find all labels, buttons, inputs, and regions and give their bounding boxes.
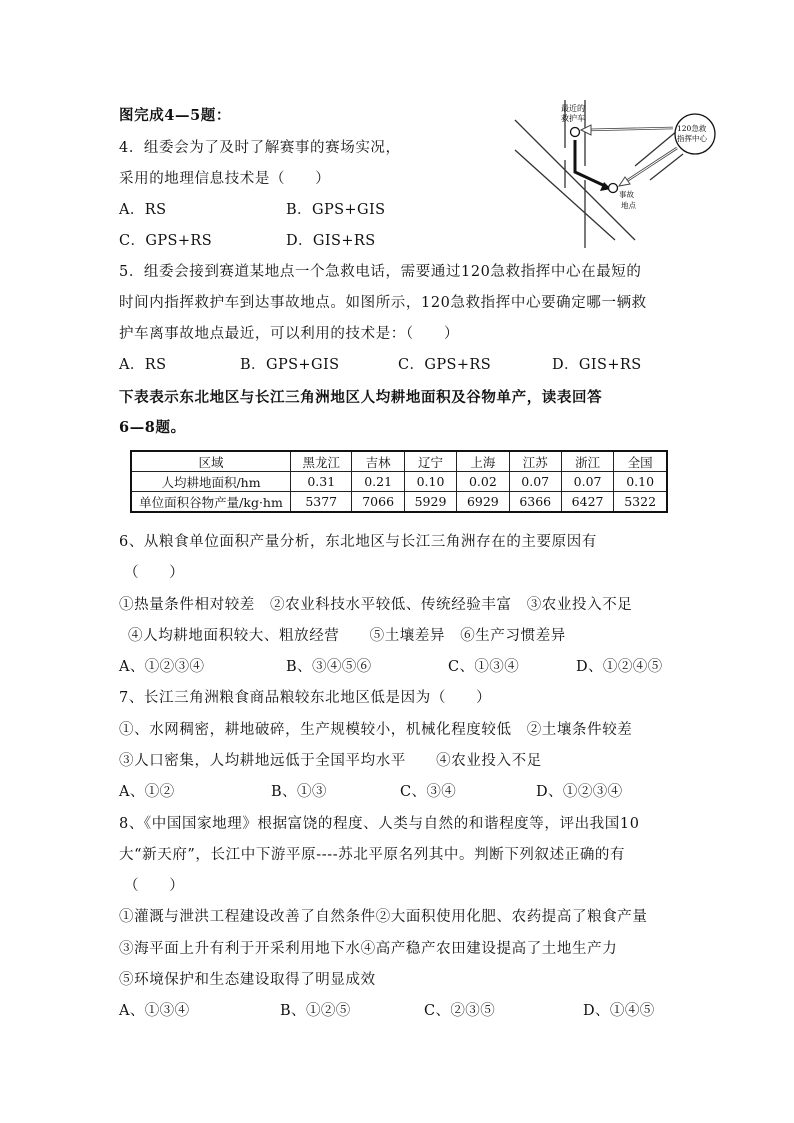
ambulance-label-line2: 救护车 (561, 114, 585, 123)
q8-option-d: D、①④⑤ (583, 1003, 655, 1019)
accident-label-line2: 地点 (621, 201, 636, 210)
q6-stem-line2: （ ） (124, 565, 185, 581)
table-cell: 7066 (352, 492, 404, 513)
q4-option-d: D．GIS+RS (286, 233, 376, 249)
q6-stem-line3: ①热量条件相对较差 ②农业科技水平较低、传统经验丰富 ③农业投入不足 (119, 597, 633, 613)
section-heading-line1: 下表表示东北地区与长江三角洲地区人均耕地面积及谷物单产，读表回答 (119, 389, 603, 406)
table-cell: 0.21 (352, 472, 404, 492)
intro-heading: 图完成4—5题： (119, 107, 231, 124)
table-cell: 6929 (457, 492, 509, 513)
q4-option-b: B．GPS+GIS (286, 202, 386, 218)
table-cell: 5322 (614, 492, 667, 513)
table-header-cell: 江苏 (509, 451, 561, 472)
q6-option-a: A、①②③④ (119, 659, 205, 675)
q8-stem-line5: ③海平面上升有利于开采利用地下水④高产稳产农田建设提高了土地生产力 (119, 941, 618, 957)
table-cell: 0.10 (404, 472, 456, 492)
table-header-cell: 浙江 (561, 451, 613, 472)
q4-stem-line2: 采用的地理信息技术是（ ） (119, 171, 331, 187)
q5-option-c: C．GPS+RS (398, 357, 492, 373)
accident-label-line1: 事故 (619, 190, 634, 199)
q7-stem-line3: ③人口密集，人均耕地远低于全国平均水平 ④农业投入不足 (119, 753, 542, 769)
table-header-cell: 上海 (457, 451, 509, 472)
q5-stem-line2: 时间内指挥救护车到达事故地点。如图所示，120急救指挥中心要确定哪一辆救 (119, 295, 647, 311)
q4-stem-line1: 4．组委会为了及时了解赛事的赛场实况， (119, 140, 401, 156)
ambulance-point-icon (571, 128, 580, 137)
table-header-row (131, 451, 667, 472)
farmland-yield-table (130, 450, 668, 513)
q8-stem-line4: ①灌溉与泄洪工程建设改善了自然条件②大面积使用化肥、农药提高了粮食产量 (119, 909, 648, 925)
q5-option-b: B．GPS+GIS (240, 357, 340, 373)
table-cell: 6427 (561, 492, 613, 513)
q7-option-b: B、①③ (271, 784, 327, 800)
route-arrow (575, 140, 605, 186)
road-edge (515, 120, 635, 240)
table-header-cell: 吉林 (352, 451, 404, 472)
table-header-cell: 区域 (131, 451, 291, 472)
ambulance-label-line1: 最近的 (561, 104, 585, 113)
table-row (131, 492, 667, 513)
table-header-cell: 全国 (614, 451, 667, 472)
q8-stem-line2: 大“新天府”，长江中下游平原----苏北平原名列其中。判断下列叙述正确的有 (119, 847, 626, 863)
table-header-cell: 辽宁 (404, 451, 456, 472)
ambulance-map-diagram (505, 98, 707, 248)
table-cell: 0.07 (509, 472, 561, 492)
q8-stem-line1: 8、《中国国家地理》根据富饶的程度、人类与自然的和谐程度等，评出我国10 (119, 816, 640, 832)
table-cell: 0.31 (291, 472, 352, 492)
table-cell: 单位面积谷物产量/kg·hm (131, 492, 291, 513)
q7-stem-line2: ①、水网稠密，耕地破碎，生产规模较小，机械化程度较低 ②土壤条件较差 (119, 722, 633, 738)
q6-option-d: D、①②④⑤ (576, 659, 663, 675)
table-cell: 0.10 (614, 472, 667, 492)
q8-stem-line6: ⑤环境保护和生态建设取得了明显成效 (119, 972, 376, 988)
q8-option-c: C、②③⑤ (424, 1003, 496, 1019)
table-header-cell: 黑龙江 (291, 451, 352, 472)
table-row (131, 472, 667, 492)
center-label-line1: 120急救 (677, 124, 707, 133)
center-label-line2: 指挥中心 (677, 134, 707, 143)
table-cell: 人均耕地面积/hm (131, 472, 291, 492)
q4-option-a: A．RS (119, 202, 167, 218)
accident-point-icon (609, 184, 618, 193)
table-cell: 5929 (404, 492, 456, 513)
q5-option-d: D．GIS+RS (552, 357, 642, 373)
q6-option-b: B、③④⑤⑥ (286, 659, 372, 675)
q5-stem-line1: 5．组委会接到赛道某地点一个急救电话，需要通过120急救指挥中心在最短的 (119, 264, 642, 280)
q5-option-a: A．RS (119, 357, 167, 373)
table-cell: 5377 (291, 492, 352, 513)
q4-option-c: C．GPS+RS (119, 233, 213, 249)
q8-option-b: B、①②⑤ (280, 1003, 351, 1019)
q6-option-c: C、①③④ (448, 659, 520, 675)
q6-stem-line1: 6、从粮食单位面积产量分析，东北地区与长江三角洲存在的主要原因有 (119, 534, 597, 550)
section-heading-line2: 6—8题。 (119, 419, 186, 436)
q8-option-a: A、①③④ (119, 1003, 190, 1019)
q7-option-c: C、③④ (400, 784, 457, 800)
signal-arrowhead-ambulance (581, 125, 591, 135)
q7-stem-line1: 7、长江三角洲粮食商品粮较东北地区低是因为（ ） (119, 690, 492, 706)
table-cell: 0.07 (561, 472, 613, 492)
q8-stem-line3: （ ） (124, 878, 185, 894)
table-cell: 0.02 (457, 472, 509, 492)
q5-stem-line3: 护车离事故地点最近，可以利用的技术是：（ ） (119, 326, 460, 342)
q6-stem-line4: ④人均耕地面积较大、粗放经营 ⑤土壤差异 ⑥生产习惯差异 (128, 628, 566, 644)
road-edge (650, 154, 683, 180)
q7-option-a: A、①② (119, 784, 175, 800)
q7-option-d: D、①②③④ (536, 784, 623, 800)
table-cell: 6366 (509, 492, 561, 513)
